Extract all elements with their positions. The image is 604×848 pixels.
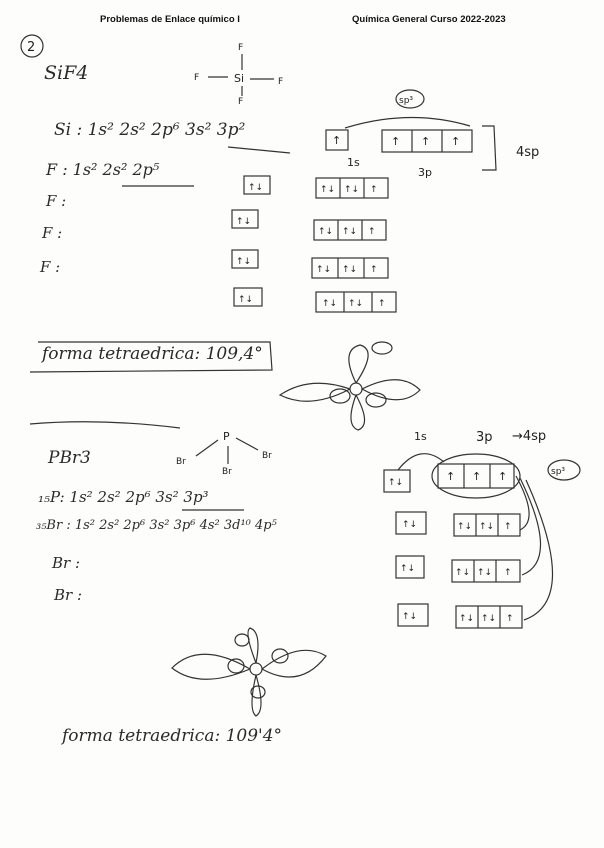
svg-text:↑↓: ↑↓ xyxy=(238,295,254,305)
f-orbitals xyxy=(232,176,396,312)
pbr3-label-1s: 1s xyxy=(414,430,427,443)
f-label-2: F : xyxy=(42,224,63,242)
tetrahedral-sketch-1 xyxy=(280,342,420,430)
label-4sp: 4sp xyxy=(516,145,540,160)
si-3p-arrow-2: ↑ xyxy=(421,135,431,148)
pbr3-label-4sp: →4sp xyxy=(512,429,547,444)
svg-text:↑: ↑ xyxy=(504,522,512,532)
pbr3-label-3p: 3p xyxy=(476,430,493,445)
f-label-1: F : xyxy=(46,192,67,210)
br-left: Br xyxy=(176,457,186,467)
sif4-geometry: forma tetraedrica: 109,4° xyxy=(42,344,263,364)
svg-text:↑: ↑ xyxy=(506,614,514,624)
f-label-3: F : xyxy=(40,258,61,276)
p-center: P xyxy=(223,430,230,443)
label-3p: 3p xyxy=(418,166,432,179)
svg-text:↑↓: ↑↓ xyxy=(248,183,264,193)
svg-text:↑↓: ↑↓ xyxy=(400,564,416,574)
svg-text:↑↓: ↑↓ xyxy=(479,522,495,532)
pbr3-geometry: forma tetraedrica: 109'4° xyxy=(62,726,283,746)
br-orbitals xyxy=(396,512,522,628)
svg-text:↑↓: ↑↓ xyxy=(457,522,473,532)
f-bottom: F xyxy=(238,97,244,107)
f-top: F xyxy=(238,43,244,53)
svg-text:↑: ↑ xyxy=(472,470,482,483)
f-right: F xyxy=(278,77,284,87)
br-bottom: Br xyxy=(222,467,232,477)
svg-text:↑: ↑ xyxy=(504,568,512,578)
svg-text:↑↓: ↑↓ xyxy=(236,217,252,227)
svg-text:↑↓: ↑↓ xyxy=(342,227,358,237)
pbr3-config-p: ₁₅P: 1s² 2s² 2p⁶ 3s² 3p³ xyxy=(38,488,209,506)
pbr3-structure xyxy=(176,430,272,477)
header-right: Química General Curso 2022-2023 xyxy=(352,14,506,25)
svg-text:↑↓: ↑↓ xyxy=(402,520,418,530)
pbr3-formula: PBr3 xyxy=(48,448,91,468)
sif4-structure xyxy=(194,43,283,107)
si-3p-arrow-3: ↑ xyxy=(451,135,461,148)
svg-text:↑↓: ↑↓ xyxy=(320,185,336,195)
svg-text:↑↓: ↑↓ xyxy=(388,478,404,488)
tetrahedral-sketch-2 xyxy=(172,628,326,716)
sif4-formula: SiF4 xyxy=(44,62,89,84)
svg-text:↑↓: ↑↓ xyxy=(322,299,338,309)
svg-text:↑: ↑ xyxy=(370,265,378,275)
svg-text:↑↓: ↑↓ xyxy=(348,299,364,309)
svg-text:↑: ↑ xyxy=(368,227,376,237)
svg-text:↑↓: ↑↓ xyxy=(344,185,360,195)
br-right: Br xyxy=(262,451,272,461)
pbr3-config-br: ₃₅Br : 1s² 2s² 2p⁶ 3s² 3p⁶ 4s² 3d¹⁰ 4p⁵ xyxy=(36,518,277,533)
header-left: Problemas de Enlace químico I xyxy=(100,14,240,25)
sif4-config-si: Si : 1s² 2s² 2p⁶ 3s² 3p² xyxy=(54,120,246,140)
label-1s: 1s xyxy=(347,156,360,169)
svg-text:↑: ↑ xyxy=(446,470,456,483)
f-left: F xyxy=(194,73,200,83)
sif4-config-f: F : 1s² 2s² 2p⁵ xyxy=(46,160,160,179)
si-3s-arrow: ↑ xyxy=(332,134,342,147)
sp3-tag-1: sp³ xyxy=(399,96,414,106)
svg-text:↑↓: ↑↓ xyxy=(318,227,334,237)
br-label-2: Br : xyxy=(54,586,83,604)
svg-text:↑↓: ↑↓ xyxy=(477,568,493,578)
svg-text:↑↓: ↑↓ xyxy=(455,568,471,578)
svg-text:↑↓: ↑↓ xyxy=(316,265,332,275)
br-label-1: Br : xyxy=(52,554,81,572)
svg-text:↑↓: ↑↓ xyxy=(342,265,358,275)
svg-text:↑: ↑ xyxy=(370,185,378,195)
svg-text:↑↓: ↑↓ xyxy=(402,612,418,622)
sp3-tag-2: sp³ xyxy=(551,467,566,477)
svg-text:↑↓: ↑↓ xyxy=(459,614,475,624)
si-center: Si xyxy=(234,72,245,85)
svg-text:↑↓: ↑↓ xyxy=(236,257,252,267)
svg-text:↑: ↑ xyxy=(378,299,386,309)
problem-number: 2 xyxy=(27,40,36,55)
svg-text:↑↓: ↑↓ xyxy=(481,614,497,624)
si-3p-arrow-1: ↑ xyxy=(391,135,401,148)
svg-text:↑: ↑ xyxy=(498,470,508,483)
